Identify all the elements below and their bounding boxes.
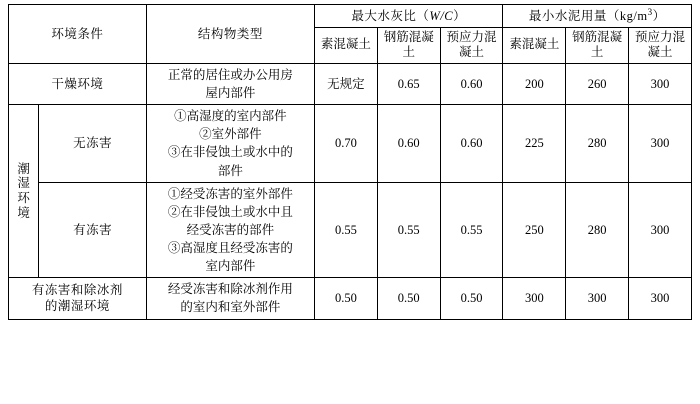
cell-wc-plain: 无规定 (314, 63, 377, 104)
row-condition-no-frost: 无冻害 (39, 105, 146, 183)
header-group-water-cement-ratio (314, 5, 502, 28)
cell-wc-prestressed: 0.55 (440, 182, 503, 278)
type-line: ③在非侵蚀土或水中的 (167, 145, 293, 160)
row-condition-frost-deicer (9, 278, 147, 319)
cell-cement-reinforced: 260 (566, 63, 629, 104)
subheader-cement-prestressed-concrete: 预应力混凝土 (629, 27, 692, 63)
cell-wc-reinforced: 0.50 (377, 278, 440, 319)
type-line: ②室外部件 (199, 127, 262, 142)
table-row (9, 105, 692, 183)
type-line: 的室内和室外部件 (180, 300, 281, 315)
cell-wc-reinforced: 0.65 (377, 63, 440, 104)
cell-cement-prestressed: 300 (629, 63, 692, 104)
header-wc-symbol: W/C (429, 8, 454, 23)
subheader-wc-plain-concrete: 素混凝土 (314, 27, 377, 63)
row-structure-type-no-frost (146, 105, 314, 183)
table-header-row-1 (9, 5, 692, 28)
table-row (9, 278, 692, 319)
cell-cement-prestressed: 300 (629, 105, 692, 183)
cell-wc-reinforced: 0.55 (377, 182, 440, 278)
row-group-label-humid-environment (9, 105, 39, 278)
cell-cement-prestressed: 300 (629, 278, 692, 319)
cell-cement-prestressed: 300 (629, 182, 692, 278)
header-wc-prefix: 最大水灰比（ (351, 8, 430, 23)
cell-wc-reinforced: 0.60 (377, 105, 440, 183)
type-line: 经受冻害的部件 (186, 222, 275, 237)
type-line: 正常的居住或办公用房 (167, 67, 293, 82)
subheader-wc-prestressed-concrete: 预应力混凝土 (440, 27, 503, 63)
subheader-cement-reinforced-concrete: 钢筋混凝土 (566, 27, 629, 63)
header-cement-suffix: ） (652, 9, 666, 24)
header-structure-type: 结构物类型 (146, 5, 314, 64)
type-line: ②在非侵蚀土或水中且 (167, 204, 293, 219)
subheader-cement-plain-concrete: 素混凝土 (503, 27, 566, 63)
cell-cement-reinforced: 280 (566, 182, 629, 278)
header-cement-unit-exponent: 3 (647, 7, 653, 17)
header-group-min-cement (503, 5, 692, 28)
type-line: ③高湿度且经受冻害的 (167, 241, 293, 256)
header-wc-suffix: ） (453, 8, 467, 23)
row-condition-dry: 干燥环境 (9, 63, 147, 104)
cell-wc-prestressed: 0.60 (440, 63, 503, 104)
type-line: 屋内部件 (205, 86, 256, 101)
condition-line: 的潮湿环境 (44, 299, 110, 314)
cell-wc-plain: 0.50 (314, 278, 377, 319)
cell-wc-prestressed: 0.50 (440, 278, 503, 319)
row-structure-type-dry (146, 63, 314, 104)
cell-cement-plain: 225 (503, 105, 566, 183)
row-structure-type-frost (146, 182, 314, 278)
cell-cement-plain: 300 (503, 278, 566, 319)
type-line: ①高湿度的室内部件 (174, 109, 287, 124)
cell-cement-reinforced: 300 (566, 278, 629, 319)
vertical-label-text: 潮湿环境 (17, 161, 30, 220)
type-line: 部件 (217, 163, 243, 178)
type-line: ①经受冻害的室外部件 (167, 186, 293, 201)
condition-line: 有冻害和除冰剂 (31, 282, 123, 297)
table-row (9, 63, 692, 104)
table-row (9, 182, 692, 278)
header-condition: 环境条件 (9, 5, 147, 64)
subheader-wc-reinforced-concrete: 钢筋混凝土 (377, 27, 440, 63)
cell-wc-prestressed: 0.60 (440, 105, 503, 183)
row-condition-frost: 有冻害 (39, 182, 146, 278)
header-cement-unit: kg/m (619, 9, 648, 24)
concrete-spec-table (8, 4, 692, 320)
header-cement-prefix: 最小水泥用量（ (528, 9, 620, 24)
type-line: 室内部件 (205, 259, 256, 274)
cell-cement-plain: 200 (503, 63, 566, 104)
type-line: 经受冻害和除冰剂作用 (167, 282, 293, 297)
cell-cement-plain: 250 (503, 182, 566, 278)
cell-cement-reinforced: 280 (566, 105, 629, 183)
cell-wc-plain: 0.55 (314, 182, 377, 278)
row-structure-type-frost-deicer (146, 278, 314, 319)
cell-wc-plain: 0.70 (314, 105, 377, 183)
